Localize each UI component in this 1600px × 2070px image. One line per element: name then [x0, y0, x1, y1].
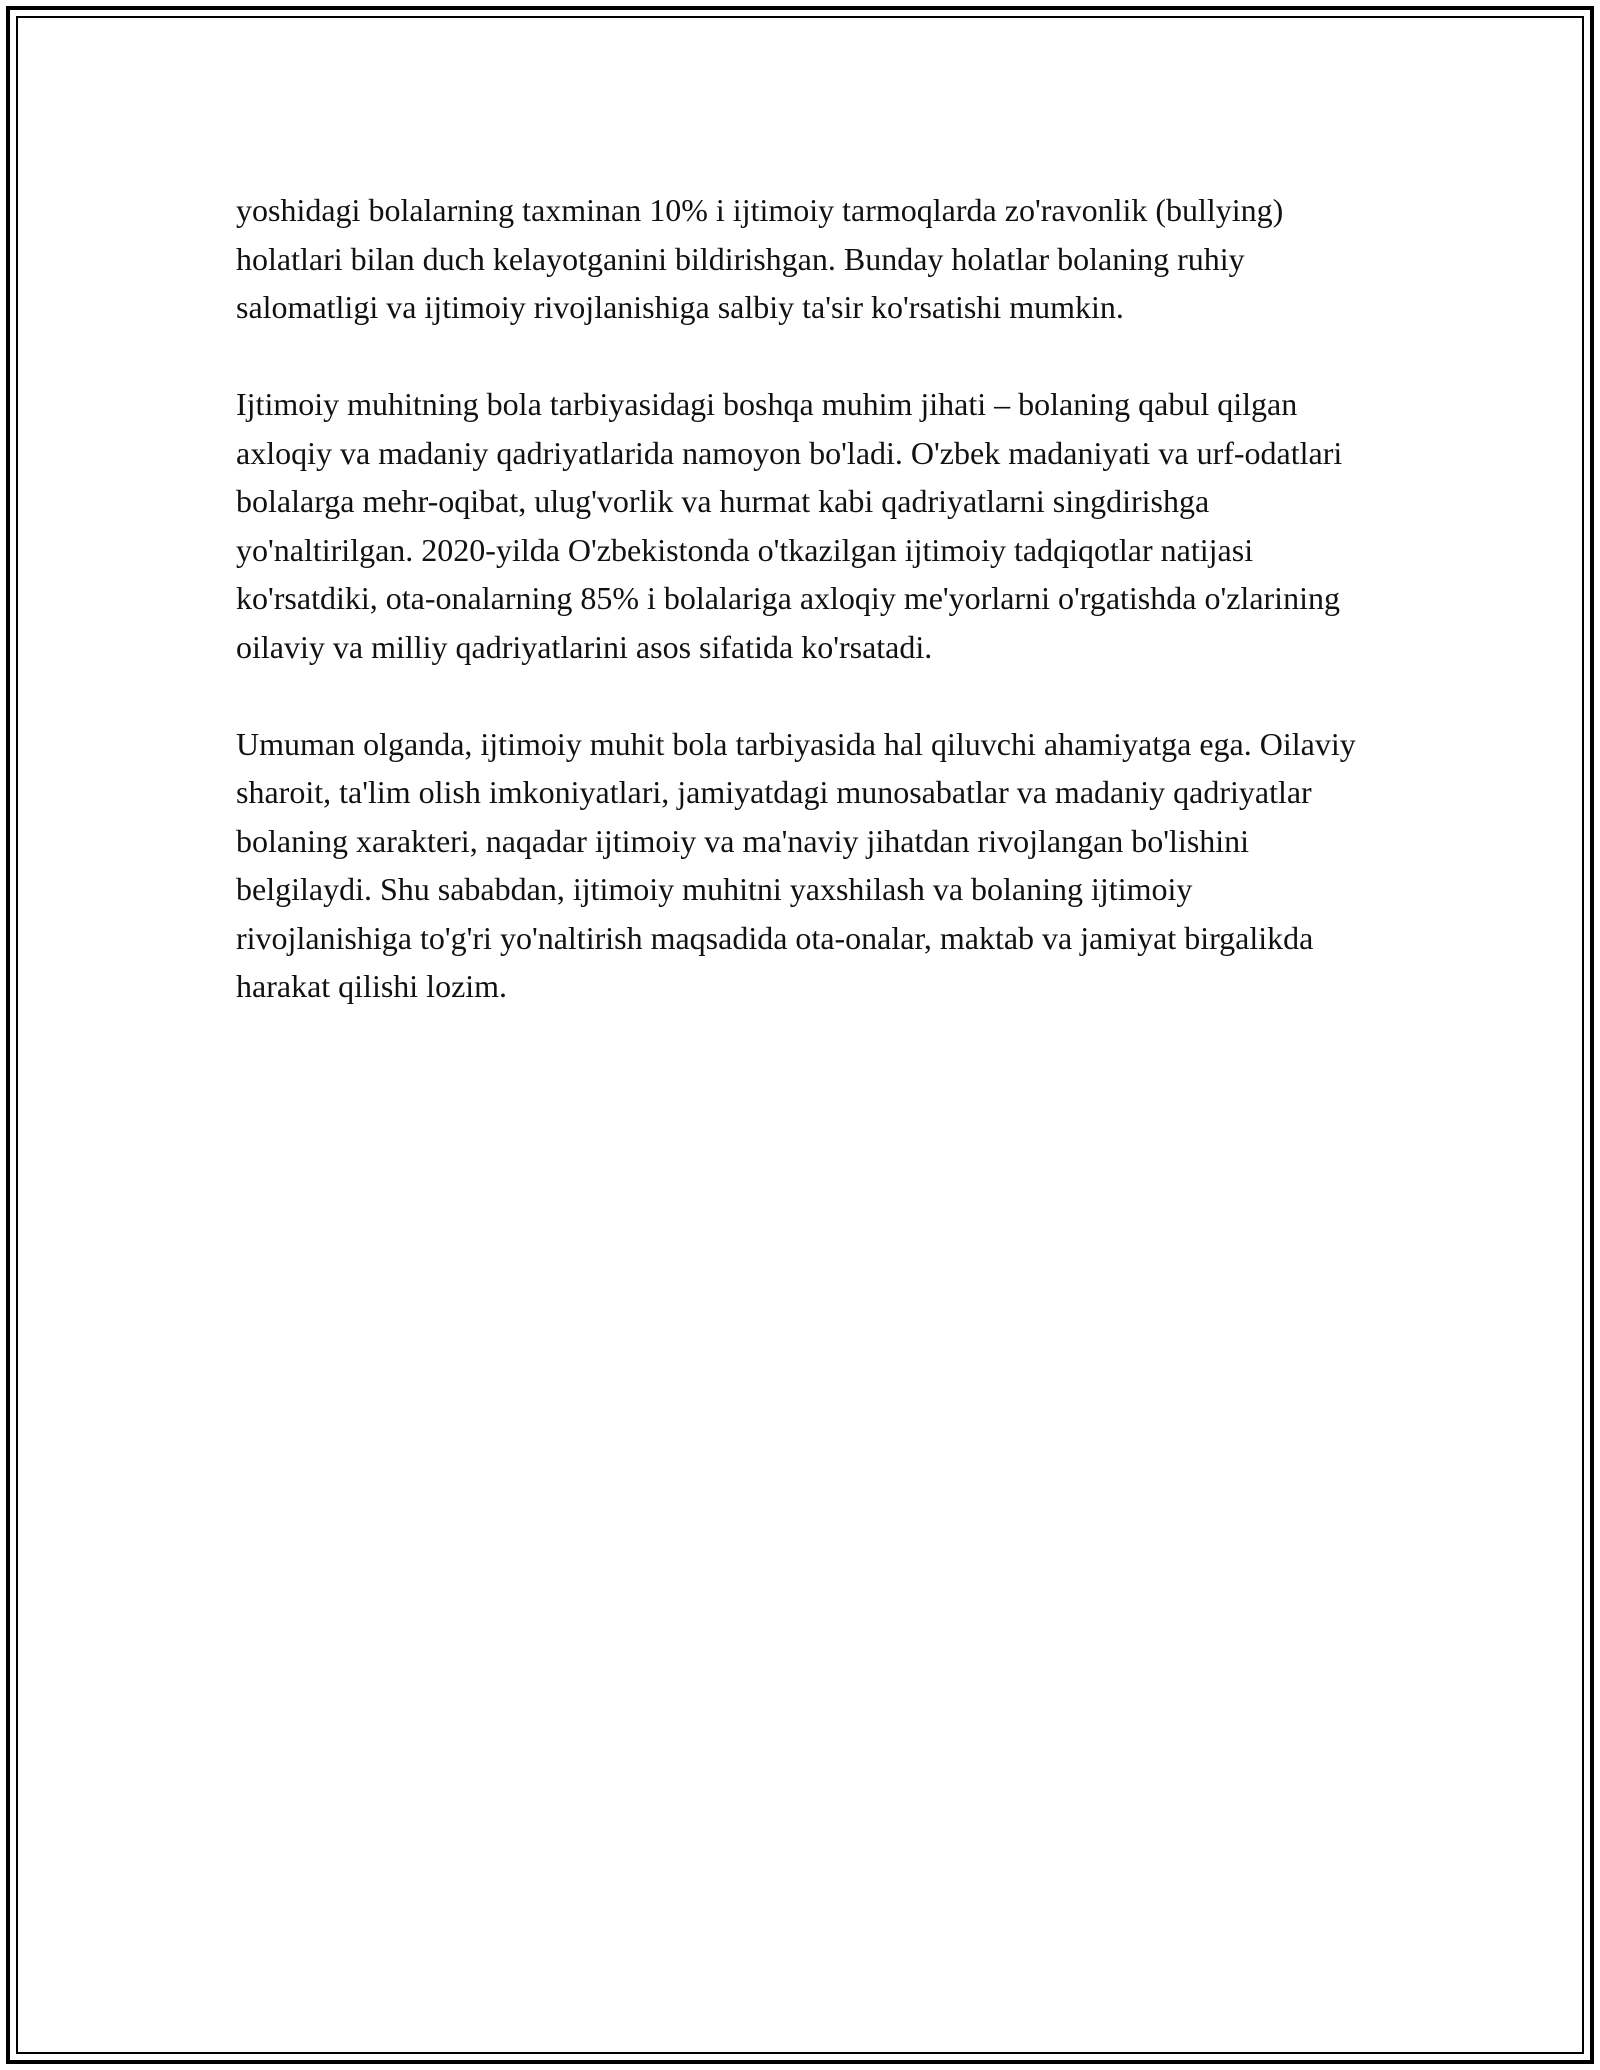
paragraph-bullying: yoshidagi bolalarning taxminan 10% i ijtimoiy tarmoqlarda zo'ravonlik (bullying) holatlari bilan duch kelayotganini bildirishgan. Bunday holatlar bolaning ruhiy salomatligi va ijtimoiy rivojlanishiga salbiy ta'sir ko'rsatishi mumkin. — [236, 192, 1284, 325]
paragraph-conclusion: Umuman olganda, ijtimoiy muhit bola tarbiyasida hal qiluvchi ahamiyatga ega. Oilaviy sharoit, ta'lim olish imkoniyatlari, jamiyatdagi munosabatlar va madaniy qadriyatlar bolaning xarakteri, naqadar ijtimoiy va ma'naviy jihatdan rivojlangan bo'lishini belgilaydi. Shu sababdan, ijtimoiy muhitni yaxshilash va bolaning ijtimoiy rivojlanishiga to'g'ri yo'naltirish maqsadida ota-onalar, maktab va jamiyat birgalikda harakat qilishi lozim. — [236, 725, 1356, 1004]
document-body — [236, 186, 1366, 1059]
paragraph-moral-values: Ijtimoiy muhitning bola tarbiyasidagi boshqa muhim jihati – bolaning qabul qilgan axloqiy va madaniy qadriyatlarida namoyon bo'ladi. O'zbek madaniyati va urf-odatlari bolalarga mehr-oqibat, ulug'vorlik va hurmat kabi qadriyatlarni singdirishga yo'naltirilgan. 2020-yilda O'zbekistonda o'tkazilgan ijtimoiy tadqiqotlar natijasi ko'rsatdiki, ota-onalarning 85% i bolalariga axloqiy me'yorlarni o'rgatishda o'zlarining oilaviy va milliy qadriyatlarini asos sifatida ko'rsatadi. — [236, 386, 1343, 665]
